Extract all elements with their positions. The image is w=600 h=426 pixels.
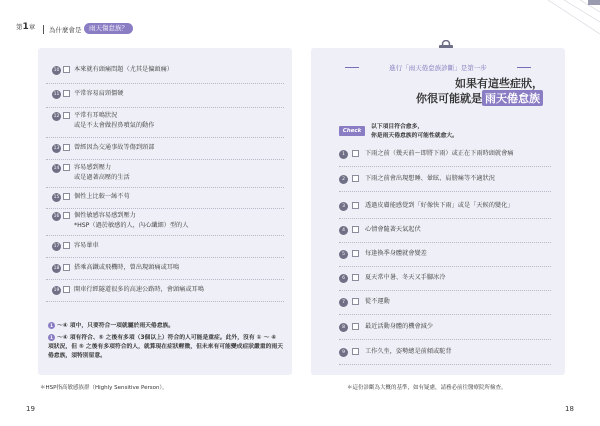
item-text: 個性上比較一絲不苟: [74, 193, 130, 200]
list-item: [339, 296, 551, 315]
item-number-badge: 1: [339, 150, 348, 159]
corner-decoration: [540, 0, 600, 38]
list-item: [46, 162, 284, 188]
item-number-badge: 9: [339, 348, 348, 357]
item-number-badge: 5: [339, 250, 348, 259]
item-text: 最近活動身體的機會減少: [365, 323, 434, 330]
item-text: 平常有耳鳴狀況 或是不太會做捏鼻噴氣的動作: [74, 112, 155, 129]
footnote-left: ＊HSP指高敏感族群（Highly Sensitive Person）。: [40, 385, 168, 391]
list-item: [46, 191, 284, 209]
item-number-badge: 14: [53, 166, 60, 171]
diagnosis-label: 進行「雨天倦怠族診斷」是第一步: [389, 64, 487, 72]
item-text: 下雨之前（幾天前～即將下雨）或正在下雨時頭就會痛: [365, 150, 514, 157]
item-text: 個性敏感容易感到壓力 *HSP（過於敏感的人，內心纖細）型的人: [74, 212, 189, 229]
list-item: [46, 64, 284, 84]
item-number-badge: 2: [339, 175, 348, 184]
list-item: [46, 240, 284, 258]
check-tag: Check: [339, 126, 365, 136]
header-question: 為什麼會是: [49, 26, 82, 34]
list-item: [339, 200, 551, 219]
item-text: 本來就有頭痛問題（尤其是偏頭痛）: [74, 66, 173, 73]
checkbox[interactable]: [352, 298, 359, 305]
checkbox[interactable]: [63, 193, 70, 200]
checkbox[interactable]: [63, 112, 70, 119]
item-text: 工作久坐，姿勢總是前傾或駝背: [365, 348, 452, 355]
checkbox[interactable]: [352, 348, 359, 355]
checkbox[interactable]: [63, 264, 70, 271]
list-item: [46, 88, 284, 108]
item-number-badge: 11: [53, 92, 60, 97]
item-number-badge: 18: [53, 266, 60, 271]
list-item: [339, 173, 551, 192]
item-number-badge: 7: [339, 298, 348, 307]
severity-note: 1 ～④ 項有符合、⑤ 之後有多項（3個以上）符合的人可能是重症。此外，沒有 ① ～ ④ 項狀況，但 ⑤ 之後有多項符合的人，就算現在症狀輕微，但未來有可能變成症狀嚴重的雨天倦怠族，須特別留意。: [48, 335, 284, 359]
item-text: 平常容易肩頸僵硬: [74, 90, 124, 97]
list-item: [339, 224, 551, 243]
checkbox[interactable]: [352, 274, 359, 281]
item-number-badge: 19: [53, 288, 60, 293]
list-item: [339, 346, 551, 365]
checkbox[interactable]: [63, 164, 70, 171]
criteria-note: 1 ～④ 項中，只要符合一項就屬於雨天倦怠族。: [48, 322, 284, 331]
checkbox[interactable]: [63, 90, 70, 97]
item-number-badge: 17: [53, 244, 60, 249]
item-number-badge: 15: [53, 195, 60, 200]
item-text: 容易感到壓力 或是過著高壓的生活: [74, 164, 130, 181]
item-text: 心情會隨著天氣起伏: [365, 226, 421, 233]
item-text: 每逢換季身體就會變差: [365, 250, 427, 257]
item-number-badge: 12: [53, 114, 60, 119]
checklist-panel-right: [311, 48, 565, 375]
list-item: [46, 284, 284, 302]
title-highlight: 雨天倦怠族: [482, 90, 543, 106]
item-text: 下雨之前會出現想睡、暈眩、肩膀痛等不適狀況: [365, 175, 495, 182]
header-topic-pill: 雨天傷怠族？: [84, 23, 133, 34]
checkbox[interactable]: [63, 212, 70, 219]
checkbox[interactable]: [63, 66, 70, 73]
checkbox[interactable]: [63, 242, 70, 249]
list-item: [339, 321, 551, 340]
checkbox[interactable]: [352, 323, 359, 330]
item-number-badge: 6: [339, 274, 348, 283]
page-number-left: 19: [26, 405, 35, 413]
list-item: [46, 262, 284, 280]
item-text: 容易暈車: [74, 242, 99, 249]
item-number-badge: 4: [339, 226, 348, 235]
item-text: 從不運動: [365, 298, 390, 305]
item-text: 夏天常中暑、冬天又手腳冰冷: [365, 274, 446, 281]
checkbox[interactable]: [352, 150, 359, 157]
note-number-badge: 1: [48, 334, 55, 341]
list-item: [339, 148, 551, 167]
item-number-badge: 8: [339, 323, 348, 332]
check-instruction: 以下項目符合愈多， 你是雨天倦怠族的可能性就愈大。: [371, 124, 458, 139]
item-number-badge: 16: [53, 214, 60, 219]
item-text: 開車行經隧道很多的高速公路時，會頭痛或耳鳴: [74, 286, 204, 293]
item-text: 曾經因為交通事故等傷到頸部: [74, 144, 155, 151]
list-item: [339, 272, 551, 291]
checkbox[interactable]: [63, 286, 70, 293]
panel-title-line1: 如果有這些症狀，: [455, 77, 543, 90]
item-number-badge: 13: [53, 146, 60, 151]
note-number-badge: 1: [48, 322, 55, 329]
item-text: 搭乘高鐵或飛機時，曾出現頭痛或耳鳴: [74, 264, 180, 271]
panel-title-line2: 你很可能就是 雨天倦怠族: [323, 90, 543, 106]
item-number-badge: 10: [53, 68, 60, 73]
checkbox[interactable]: [352, 250, 359, 257]
footnote-right: ＊這份診斷為大概的基準，如有疑慮，請務必前往醫療院所檢查。: [347, 385, 507, 391]
chapter-label: 第1章: [16, 22, 36, 32]
item-text: 透過皮膚能感覺到「好像快下雨」或是「天候的變化」: [365, 202, 514, 209]
list-item: [46, 210, 284, 236]
list-item: [46, 110, 284, 138]
list-item: [46, 142, 284, 160]
item-number-badge: 3: [339, 202, 348, 211]
label-line-right: [517, 67, 531, 68]
page-header: [0, 0, 600, 38]
checkbox[interactable]: [63, 144, 70, 151]
checkbox[interactable]: [352, 202, 359, 209]
page-number-right: 18: [565, 405, 574, 413]
checkbox[interactable]: [352, 226, 359, 233]
list-item: [339, 248, 551, 267]
checkbox[interactable]: [352, 175, 359, 182]
header-divider: [43, 25, 44, 34]
checklist-panel-left: [38, 48, 292, 375]
